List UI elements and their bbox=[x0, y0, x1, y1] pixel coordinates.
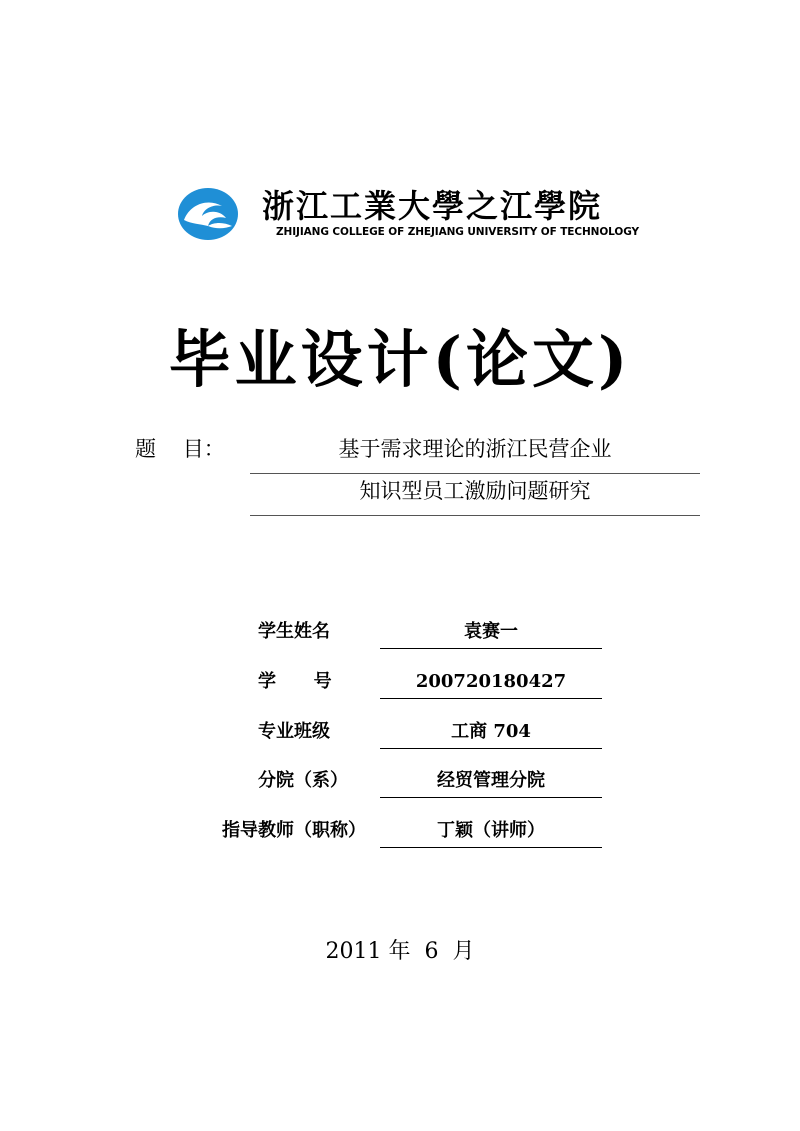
major-class-value: 工商 704 bbox=[380, 720, 602, 749]
college-logo bbox=[178, 186, 639, 242]
info-row-major-class bbox=[0, 716, 800, 752]
college-name-english: ZHIJIANG COLLEGE OF ZHEJIANG UNIVERSITY OF TECHNOLOGY bbox=[276, 226, 639, 238]
info-row-student-id bbox=[0, 666, 800, 702]
student-name-value: 袁赛一 bbox=[380, 620, 602, 649]
major-class-label: 专业班级 bbox=[258, 721, 330, 742]
topic-line-1: 基于需求理论的浙江民营企业 bbox=[250, 435, 700, 474]
advisor-label: 指导教师（职称） bbox=[222, 820, 366, 841]
department-label: 分院（系） bbox=[258, 770, 348, 791]
info-row-student-name bbox=[0, 616, 800, 652]
student-id-label: 学 号 bbox=[258, 671, 332, 692]
submission-date: 2011 年 6 月 bbox=[325, 939, 475, 964]
advisor-value: 丁颖（讲师） bbox=[380, 819, 602, 848]
info-row-advisor bbox=[0, 815, 800, 851]
info-row-department bbox=[0, 765, 800, 801]
wave-emblem-icon bbox=[178, 186, 242, 242]
student-id-value: 200720180427 bbox=[380, 670, 602, 699]
student-name-label: 学生姓名 bbox=[258, 621, 330, 642]
document-title: 毕业设计(论文) bbox=[168, 323, 632, 396]
college-name-chinese: 浙江工業大學之江學院 bbox=[262, 187, 603, 225]
department-value: 经贸管理分院 bbox=[380, 769, 602, 798]
topic-label: 题 目： bbox=[135, 437, 225, 461]
topic-line-2: 知识型员工激励问题研究 bbox=[250, 477, 700, 516]
